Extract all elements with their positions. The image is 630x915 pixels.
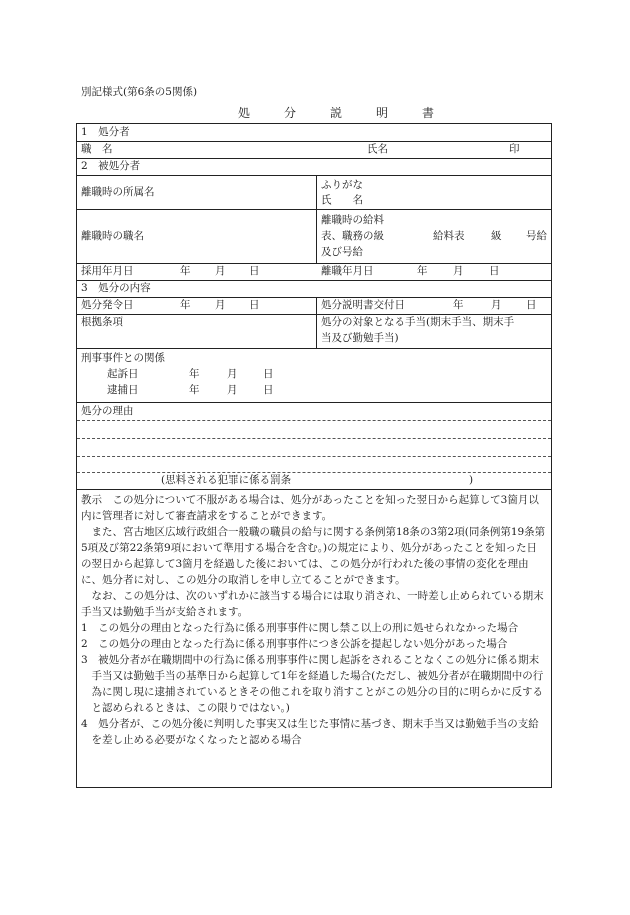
label-konkyo: 根拠条項 xyxy=(81,316,123,328)
label-taisho-line-1: 処分の対象となる手当(期末手当、期末手 xyxy=(321,316,515,328)
label-hi: 日 xyxy=(249,265,260,277)
label-hassei: 処分発令日 xyxy=(81,299,134,311)
label-kofu: 処分説明書交付日 xyxy=(321,299,405,311)
label-tsuki: 月 xyxy=(215,299,226,311)
label-furigana: ふりがな xyxy=(321,179,363,191)
label-ridatsu-shokumei: 離職時の職名 xyxy=(81,230,144,242)
label-tsuki: 月 xyxy=(215,265,226,277)
label-nen: 年 xyxy=(180,299,191,311)
label-nen: 年 xyxy=(189,384,200,396)
notice-text xyxy=(81,492,547,748)
form-table xyxy=(76,123,552,788)
title-char: 説 xyxy=(330,106,343,120)
notice-paragraph: また、宮古地区広域行政組合一般職の職員の給与に関する条例第18条の3第2項(同条例第19条第5項及び第22条第9項において準用する場合を含む。)の規定により、処分があったことを知った日の翌日から起算して3箇月を経過した後においては、この処分が行われた後の事情の変化を理由に、処分者に対し、この処分の取消しを申し立てることができます。 xyxy=(81,526,546,586)
label-hi: 日 xyxy=(263,368,274,380)
label-hi: 日 xyxy=(249,299,260,311)
notice-item: 1 この処分の理由となった行為に係る刑事事件に関し禁こ以上の刑に処せられなかった場合 xyxy=(81,622,519,634)
label-hanzai-close: ) xyxy=(469,474,474,486)
label-saiyo: 採用年月日 xyxy=(81,265,134,277)
label-hi: 日 xyxy=(489,265,500,277)
label-ridatsu-shozoku: 離職時の所属名 xyxy=(81,186,155,198)
label-nen: 年 xyxy=(180,265,191,277)
notice-paragraph: 教示 この処分について不服がある場合は、処分があったことを知った翌日から起算して3箇月以内に管理者に対して審査請求をすることができます。 xyxy=(81,494,539,522)
label-tsuki: 月 xyxy=(491,299,502,311)
label-in: 印 xyxy=(509,143,520,155)
section-2-heading: 2 被処分者 xyxy=(81,160,141,172)
label-tsuki: 月 xyxy=(453,265,464,277)
label-kiso: 起訴日 xyxy=(107,368,139,380)
label-shoku-mei: 職 名 xyxy=(81,143,113,155)
notice-paragraph: なお、この処分は、次のいずれかに該当する場合には取り消され、一時差し止められている期末手当又は勤勉手当が支給されます。 xyxy=(81,590,544,618)
label-taisho-line-2: 当及び勤勉手当) xyxy=(321,332,399,344)
label-shimei-2: 氏 名 xyxy=(321,194,363,206)
label-nen: 年 xyxy=(453,299,464,311)
label-shimei: 氏名 xyxy=(367,143,388,155)
label-hi: 日 xyxy=(263,384,274,396)
section-3-heading: 3 処分の内容 xyxy=(81,282,151,294)
title-char: 分 xyxy=(284,106,297,120)
title-char: 明 xyxy=(376,106,389,120)
form-reference: 別記様式(第6条の5関係) xyxy=(81,86,198,98)
notice-item: 4 処分者が、この処分後に判明した事実又は生じた事情に基づき、期末手当又は勤勉手当の支給を差し止める必要がなくなったと認める場合 xyxy=(81,718,539,746)
section-1-heading: 1 処分者 xyxy=(81,126,130,138)
title-char: 処 xyxy=(238,106,251,120)
label-kyu: 級 xyxy=(491,230,502,242)
label-kyuyo-line-3: 及び号給 xyxy=(321,246,363,258)
label-nen: 年 xyxy=(189,368,200,380)
label-riyu: 処分の理由 xyxy=(81,405,134,417)
label-hanzai-open: (思料される犯罪に係る罰条 xyxy=(161,474,292,486)
label-ridatsu-date: 離職年月日 xyxy=(321,265,374,277)
label-taiho: 逮捕日 xyxy=(107,384,139,396)
label-kyuyo-line-2: 表、職務の級 xyxy=(321,230,384,242)
label-kyuyo-line-1: 離職時の給料 xyxy=(321,214,384,226)
label-kyuryohyo: 給料表 xyxy=(433,230,465,242)
label-gokyu: 号給 xyxy=(526,230,547,242)
notice-item: 2 この処分の理由となった行為に係る刑事事件につき公訴を提起しない処分があった場合 xyxy=(81,638,508,650)
label-nen: 年 xyxy=(417,265,428,277)
notice-item: 3 被処分者が在職期間中の行為に係る刑事事件に関し起訴をされることなくこの処分に係る期末手当又は勤勉手当の基準日から起算して1年を経過した場合(ただし、被処分者が在職期間中の行為に関し現に逮捕されているときその他これを取り消すことがこの処分の目的に明らかに反すると認められるときは、この限りではない。) xyxy=(81,654,544,714)
title-char: 書 xyxy=(422,106,435,120)
label-hi: 日 xyxy=(526,299,537,311)
label-tsuki: 月 xyxy=(227,384,238,396)
label-tsuki: 月 xyxy=(227,368,238,380)
label-keiji: 刑事事件との関係 xyxy=(81,352,165,364)
